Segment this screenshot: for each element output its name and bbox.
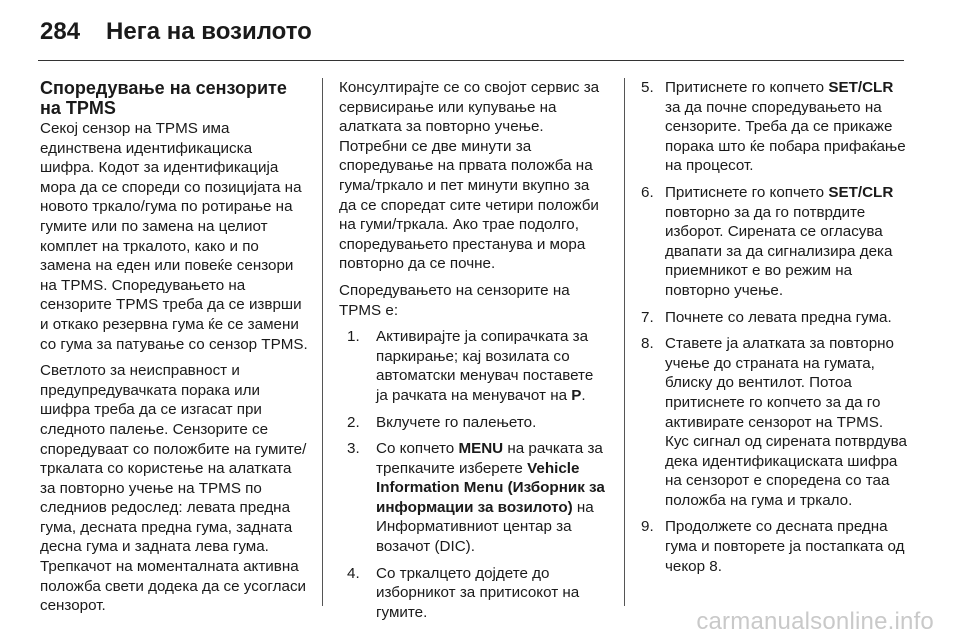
- paragraph: Консултирајте се со својот сервис за сервисирање или купување на алатката за повторно учење. Потребни се две минути за споредување на првата положба на гума/тркало и пет минути вкупно за да се споредат сите четири положби на гуми/тркала. Ако трае подолго, споредувањето престанува и мора повторно да се почне.: [339, 79, 600, 273]
- step-number: 9.: [641, 518, 654, 536]
- step-text: за да почне споредувањето на сензорите. Треба да се прикаже порака што ќе побара прифаќање на процесот.: [665, 98, 906, 175]
- step-bold: Vehicle Information Menu (Изборник за информации за возилото): [376, 459, 605, 516]
- step-number: 7.: [641, 308, 654, 326]
- step-text: на Информативниот центар за возачот (DIC).: [376, 498, 594, 556]
- step-number: 4.: [347, 564, 360, 582]
- list-item: [641, 308, 909, 328]
- step-text: Притиснете го копчето: [665, 79, 829, 96]
- step-number: 8.: [641, 335, 654, 353]
- header-rule: [38, 60, 904, 61]
- step-text: Со копчето: [376, 440, 459, 458]
- paragraph: Секој сензор на TPMS има единствена идентификациска шифра. Кодот за идентификација мора да се спореди со позицијата на новото тркало/гума по ротирање на гумите или по замена на целиот комплет на тркалото, како и по замена на еден или повеќе сензори на TPMS. Споредувањето на сензорите TPMS треба да се изврши и откако резервна гума ќе се замени со гума за патување со сензор TPMS.: [40, 120, 308, 353]
- step-number: 6.: [641, 183, 654, 201]
- page-number: 284: [40, 18, 81, 45]
- column-1: [40, 78, 308, 623]
- step-number: 2.: [347, 413, 360, 431]
- page-header: [40, 18, 900, 58]
- step-text: Притиснете го копчето: [665, 183, 829, 201]
- section-heading: Споредување на сензорите на TPMS: [40, 78, 287, 118]
- step-text: Продолжете со десната предна гума и повторете ја постапката од чекор 8.: [665, 518, 905, 575]
- column-3: [641, 78, 909, 583]
- steps-list: [641, 78, 909, 576]
- step-text: .: [581, 386, 586, 404]
- watermark-text: carmanualsonline.info: [696, 608, 934, 635]
- list-item: [347, 327, 607, 405]
- step-bold: MENU: [458, 440, 504, 458]
- list-item: [347, 439, 607, 557]
- steps-list: [339, 327, 607, 622]
- list-item: [641, 183, 909, 301]
- step-number: 3.: [347, 440, 360, 458]
- list-item: [347, 413, 607, 433]
- page-title: Нега на возилото: [106, 18, 312, 45]
- step-text: Ставете ја алатката за повторно учење до страната на гумата, блиску до вентилот. Потоа притиснете го копчето за да го активирате сензорот на TPMS. Кус сигнал од сирената потврдува дека идентификациската шифра на сензорот е споредена со таа положба на гума и тркало.: [665, 335, 907, 509]
- step-text: на рачката за трепкачите изберете: [376, 440, 603, 477]
- list-item: [641, 334, 909, 510]
- step-text: Активирајте ја сопирачката за паркирање; кај возилата со автоматски менувач поставете ја рачката на менувачот на: [376, 328, 594, 404]
- paragraph: Светлото за неисправност и предупредувачката порака или шифра треба да се изгасат при следното палење. Сензорите се споредуваат со положбите на гумите/тркалата со користење на алатката за повторно учење на TPMS по следниов редослед: левата предна гума, десната предна гума, задната десна гума и задната лева гума. Трепкачот на моменталната активна положба свети додека да се усогласи сензорот.: [40, 362, 307, 615]
- step-text: Почнете со левата предна гума.: [665, 308, 892, 326]
- paragraph: Споредувањето на сензорите на TPMS е:: [339, 281, 570, 319]
- step-bold: P: [571, 386, 582, 404]
- step-text: Вклучете го палењето.: [376, 413, 537, 431]
- list-item: [641, 517, 909, 576]
- step-bold: SET/CLR: [828, 183, 894, 201]
- step-number: 5.: [641, 79, 654, 96]
- column-divider: [322, 78, 323, 606]
- list-item: [641, 78, 909, 176]
- step-number: 1.: [347, 328, 360, 346]
- step-text: Со тркалцето дојдете до изборникот за притисокот на гумите.: [376, 564, 580, 621]
- step-text: повторно за да го потврдите изборот. Сирената се огласува двапати за да сигнализира дека приемникот е во режим на повторно учење.: [665, 203, 893, 299]
- column-2: [339, 78, 607, 629]
- step-bold: SET/CLR: [828, 79, 894, 96]
- column-divider: [624, 78, 625, 606]
- list-item: [347, 564, 607, 623]
